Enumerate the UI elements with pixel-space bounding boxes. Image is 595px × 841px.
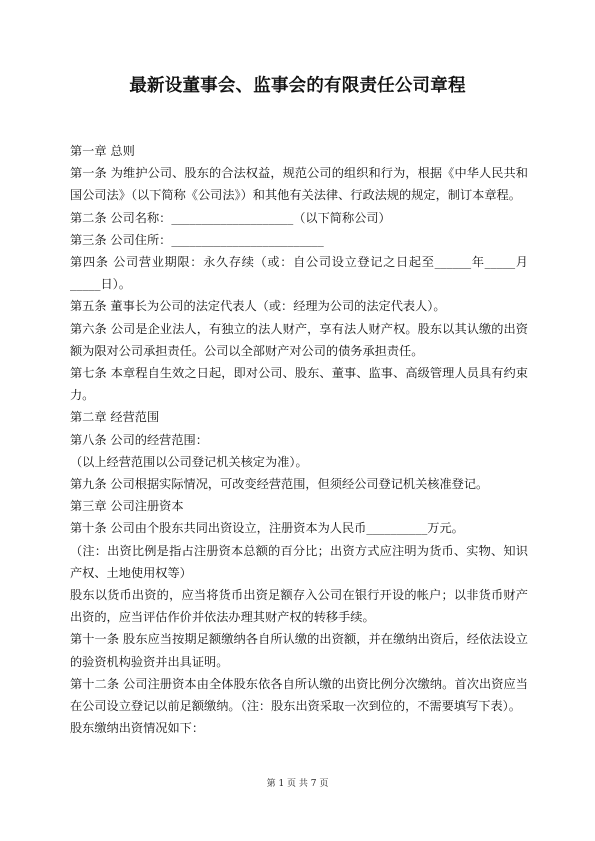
article-4: 第四条 公司营业期限：永久存续（或：自公司设立登记之日起至______年_____月_____日）。 — [70, 255, 528, 292]
capital-contribution-note: （注：出资比例是指占注册资本总额的百分比；出资方式应注明为货币、实物、知识产权、土地使用权等） — [70, 543, 528, 580]
article-8: 第八条 公司的经营范围： — [70, 432, 208, 447]
page-footer: 第 1 页 共 7 页 — [266, 779, 329, 789]
document-title: 最新设董事会、监事会的有限责任公司章程 — [129, 76, 466, 96]
article-11: 第十一条 股东应当按期足额缴纳各自所认缴的出资额，并在缴纳出资后，经依法设立的验资机构验资并出具证明。 — [70, 632, 528, 669]
contribution-status-intro: 股东缴纳出资情况如下： — [70, 721, 205, 736]
chapter-3-heading: 第三章 公司注册资本 — [70, 499, 184, 514]
article-5: 第五条 董事长为公司的法定代表人（或：经理为公司的法定代表人）。 — [70, 299, 446, 314]
article-9: 第九条 公司根据实际情况，可改变经营范围，但须经公司登记机关核准登记。 — [70, 477, 489, 492]
article-6: 第六条 公司是企业法人，有独立的法人财产，享有法人财产权。股东以其认缴的出资额为限对公司承担责任。公司以全部财产对公司的债务承担责任。 — [70, 321, 528, 358]
article-3: 第三条 公司住所：_________________________ — [70, 232, 324, 247]
chapter-1-heading: 第一章 总则 — [70, 144, 135, 158]
article-7: 第七条 本章程自生效之日起，即对公司、股东、董事、监事、高级管理人员具有约束力。 — [70, 366, 528, 403]
article-2: 第二条 公司名称：____________________（以下简称公司） — [70, 210, 391, 225]
article-1: 第一条 为维护公司、股东的合法权益，规范公司的组织和行为，根据《中华人民共和国公司法》（以下简称《公司法》）和其他有关法律、行政法规的规定，制订本章程。 — [70, 166, 528, 203]
article-12: 第十二条 公司注册资本由全体股东依各自所认缴的出资比例分次缴纳。首次出资应当在公司设立登记以前足额缴纳。（注：股东出资采取一次到位的，不需要填写下表）。 — [70, 676, 528, 714]
document-body — [70, 140, 528, 739]
monetary-contribution-paragraph: 股东以货币出资的，应当将货币出资足额存入公司在银行开设的帐户；以非货币财产出资的，应当评估作价并依法办理其财产权的转移手续。 — [70, 588, 528, 625]
article-10: 第十条 公司由个股东共同出资设立，注册资本为人民币__________万元。 — [70, 521, 464, 536]
business-scope-note: （以上经营范围以公司登记机关核定为准）。 — [70, 454, 308, 469]
chapter-2-heading: 第二章 经营范围 — [70, 410, 160, 425]
